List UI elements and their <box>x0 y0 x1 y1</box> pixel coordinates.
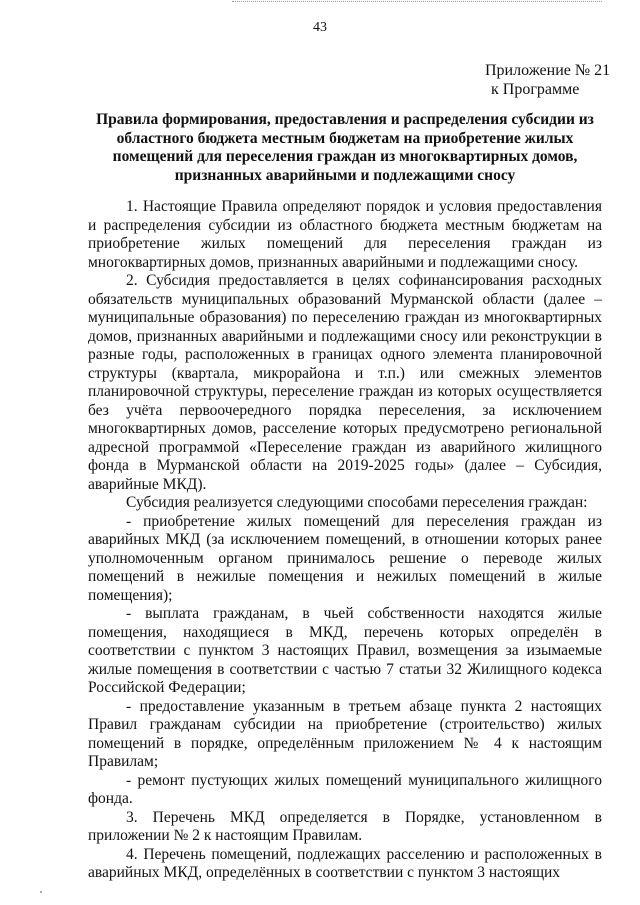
appendix-line-1: Приложение № 21 <box>485 62 611 79</box>
paragraph-methods-intro: Субсидия реализуется следующими способами переселения граждан: <box>126 494 588 511</box>
appendix-note <box>485 61 635 99</box>
scan-mark <box>40 891 42 893</box>
list-item-repair: - ремонт пустующих жилых помещений муниципального жилищного фонда. <box>88 771 602 807</box>
list-item-subsidy: - предоставление указанным в третьем абзаце пункта 2 настоящих Правил гражданам субсидии на приобретение (строительство) жилых помещений в порядке, определённым приложением № 4 к настоящим Правилам; <box>88 697 602 770</box>
page-number: 43 <box>313 20 327 35</box>
paragraph-2: 2. Субсидия предоставляется в целях софинансирования расходных обязательств муниципальных образований Мурманской области (далее – муниципальные образования) по переселению граждан из многоквартирных домов, признанных аварийными и подлежащими сносу или реконструкции в разные годы, расположенных в границах одного элемента планировочной структуры (квартала, микрорайона и т.п.) или смежных элементов планировочной структуры, переселение граждан из которых осуществляется без учёта первоочередного порядка переселения, за исключением многоквартирных домов, расселение которых предусмотрено региональной адресной программой «Переселение граждан из аварийного жилищного фонда в Мурманской области на 2019-2025 годы» (далее – Субсидия, аварийные МКД). <box>88 272 602 493</box>
appendix-line-2: к Программе <box>491 81 580 98</box>
list-item-acquisition: - приобретение жилых помещений для переселения граждан из аварийных МКД (за исключением помещений, в отношении которых ранее уполномоченным органом принималось решение о переводе жилых помещений в нежилые помещения и нежилых помещений в жилые помещения); <box>88 512 602 604</box>
top-border-line <box>232 1 602 3</box>
paragraph-3: 3. Перечень МКД определяется в Порядке, установленном в приложении № 2 к настоящим Правилам. <box>88 808 602 844</box>
document-body <box>88 198 602 883</box>
paragraph-1: 1. Настоящие Правила определяют порядок и условия предоставления и распределения субсидии из областного бюджета местным бюджетам на приобретение жилых помещений для переселения граждан из многоквартирных домов, признанных аварийными и подлежащими сносу. <box>88 198 602 271</box>
document-title: Правила формирования, предоставления и распределения субсидии из областного бюджета местным бюджетам на приобретение жилых помещений для переселения граждан из многоквартирных домов, признанных аварийными и подлежащими сносу <box>96 111 594 184</box>
list-item-payment: - выплата гражданам, в чьей собственности находятся жилые помещения, находящиеся в МКД, перечень которых определён в соответствии с пунктом 3 настоящих Правил, возмещения за изымаемые жилые помещения в соответствии с частью 7 статьи 32 Жилищного кодекса Российской Федерации; <box>88 605 602 696</box>
paragraph-4: 4. Перечень помещений, подлежащих расселению и расположенных в аварийных МКД, определённых в соответствии с пунктом 3 настоящих <box>88 845 602 881</box>
